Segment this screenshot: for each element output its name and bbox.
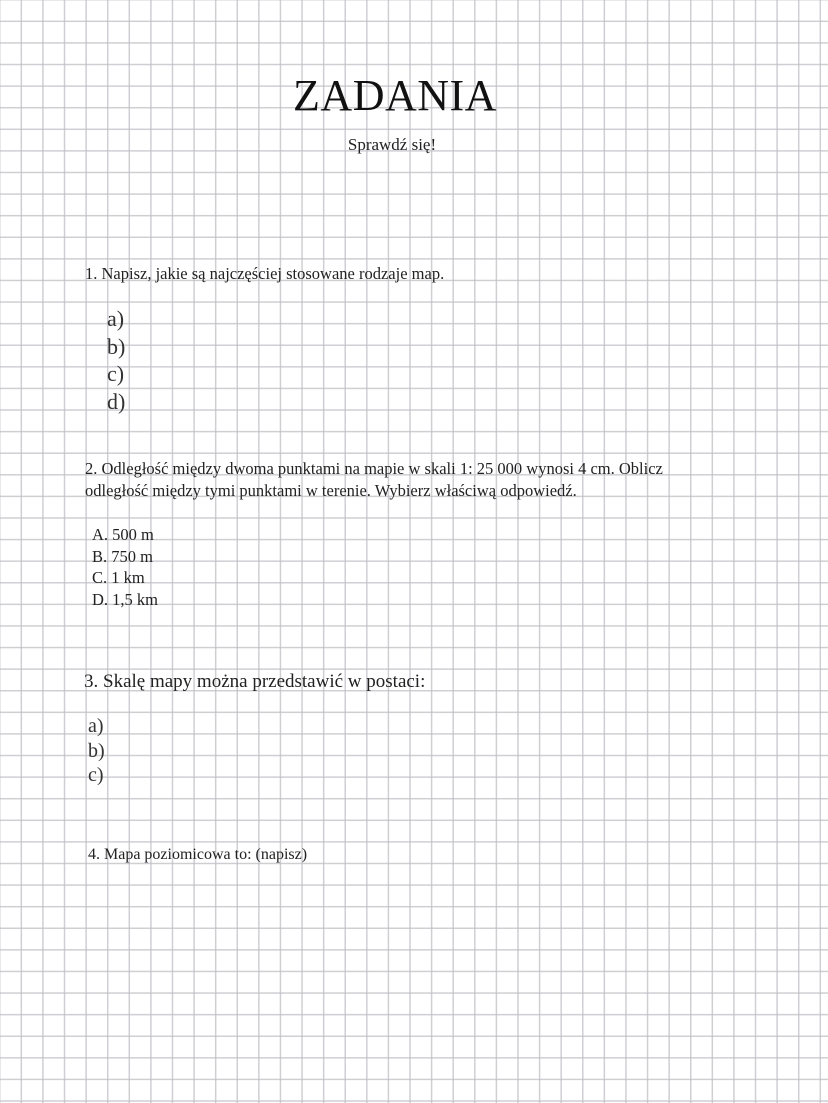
task-2-option-c: C. 1 km [92,568,145,587]
task-2-option-b: B. 750 m [92,546,153,566]
task-2-prompt [85,458,663,501]
task-1-prompt: 1. Napisz, jakie są najczęściej stosowane rodzaje map. [85,264,445,283]
task-2-option-a: A. 500 m [92,525,154,544]
task-1-item-c: c) [107,361,125,386]
task-3-prompt: 3. Skalę mapy można przedstawić w postaci: [84,671,426,692]
task-3-item-c: c) [88,764,104,786]
task-1-item-d: d) [107,388,126,414]
task-3-answer-list [88,714,105,788]
task-2-option-d: D. 1,5 km [92,589,158,609]
task-2-options [92,524,158,610]
task-1-item-b: b) [107,333,126,359]
task-3-item-a: a) [88,715,104,737]
task-1-answer-list [107,305,125,415]
page-subtitle: Sprawdź się! [347,135,437,154]
task-2-prompt-line-2: odległość między tymi punktami w terenie. Wybierz właściwą odpowiedź. [85,480,577,500]
task-3-item-b: b) [88,739,105,762]
task-4-prompt: 4. Mapa poziomicowa to: (napisz) [88,846,308,863]
page-title: ZADANIA [293,71,497,120]
task-1-item-a: a) [107,306,125,331]
task-2-prompt-line-1: 2. Odległość między dwoma punktami na mapie w skali 1: 25 000 wynosi 4 cm. Oblicz [85,459,663,478]
